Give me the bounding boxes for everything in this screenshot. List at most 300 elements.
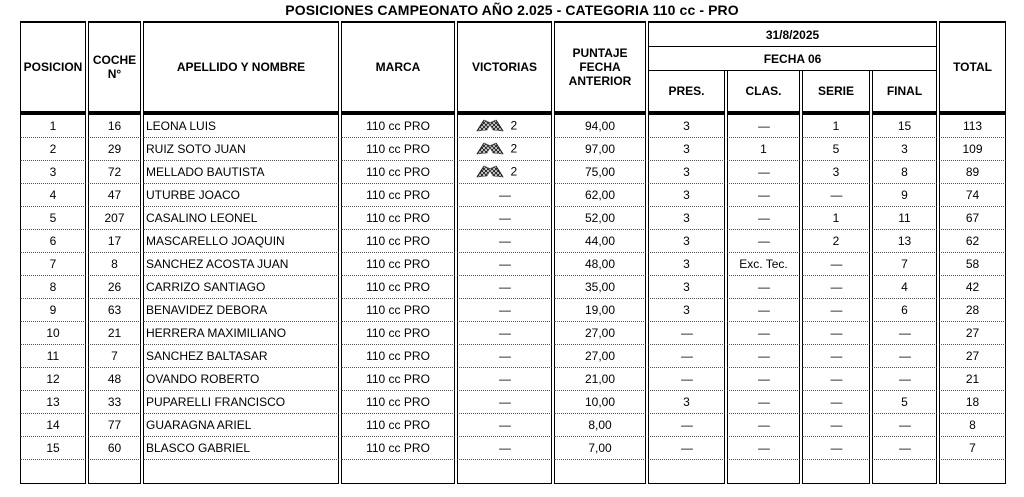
cell-value: ----- xyxy=(680,444,693,455)
table-row xyxy=(20,138,1006,161)
cell-nombre xyxy=(143,184,339,207)
cell-value: ----- xyxy=(830,283,842,294)
cell-marca xyxy=(341,230,455,253)
cell-value: 9 xyxy=(901,188,908,202)
cell-value: 3 xyxy=(49,165,57,179)
cell-value: 2 xyxy=(832,234,840,248)
cell-value: ----- xyxy=(830,375,842,386)
cell-value: 77 xyxy=(107,418,122,432)
cell-clas xyxy=(727,253,800,276)
cell-serie xyxy=(802,161,870,184)
cell-value: ----- xyxy=(498,283,511,294)
cell-puntaje xyxy=(554,437,646,460)
cell-value: 7 xyxy=(901,257,908,271)
cell-victorias xyxy=(457,207,552,230)
cell-value: UTURBE JOACO xyxy=(146,188,241,202)
cell-clas xyxy=(727,299,800,322)
cell-serie xyxy=(802,253,870,276)
cell-value: 110 cc PRO xyxy=(366,188,430,202)
cell-value: 27,00 xyxy=(584,326,616,340)
cell-nombre xyxy=(143,230,339,253)
cell-total xyxy=(939,161,1006,184)
header-total: TOTAL xyxy=(939,21,1006,113)
cell-marca xyxy=(341,138,455,161)
cell-marca xyxy=(341,161,455,184)
cell-value: 5 xyxy=(832,142,840,156)
cell-total xyxy=(939,368,1006,391)
cell-total xyxy=(939,437,1006,460)
cell-value: 60 xyxy=(107,441,122,455)
cell-serie xyxy=(802,207,870,230)
cell-nombre xyxy=(143,437,339,460)
checkered-flags-icon xyxy=(475,118,505,135)
header-clas: CLAS. xyxy=(727,71,800,113)
cell-value: 8 xyxy=(49,280,57,294)
cell-value: 3 xyxy=(901,142,908,156)
cell-clas xyxy=(727,414,800,437)
cell-total xyxy=(939,253,1006,276)
empty-cell xyxy=(88,460,141,484)
cell-clas xyxy=(727,138,800,161)
cell-pres xyxy=(648,161,725,184)
cell-value: ----- xyxy=(498,398,511,409)
cell-value: 89 xyxy=(965,165,980,179)
empty-cell xyxy=(872,460,937,484)
cell-nombre xyxy=(143,253,339,276)
cell-final xyxy=(872,113,937,138)
cell-marca xyxy=(341,322,455,345)
cell-value: 1 xyxy=(832,211,840,225)
cell-value: ----- xyxy=(498,352,511,363)
cell-value: 110 cc PRO xyxy=(366,326,430,340)
cell-value: ----- xyxy=(757,306,770,317)
cell-value: 62 xyxy=(965,234,980,248)
empty-row xyxy=(20,460,1006,484)
cell-final xyxy=(872,391,937,414)
cell-coche xyxy=(88,276,141,299)
cell-value: ----- xyxy=(757,122,770,133)
table-row xyxy=(20,322,1006,345)
cell-nombre xyxy=(143,299,339,322)
cell-value: 1 xyxy=(832,119,840,133)
cell-nombre xyxy=(143,391,339,414)
cell-value: 3 xyxy=(683,119,690,133)
cell-final xyxy=(872,437,937,460)
cell-value: ----- xyxy=(757,329,770,340)
cell-puntaje xyxy=(554,299,646,322)
cell-value: 110 cc PRO xyxy=(366,142,430,156)
cell-serie xyxy=(802,299,870,322)
cell-pres xyxy=(648,184,725,207)
cell-serie xyxy=(802,391,870,414)
cell-pres xyxy=(648,345,725,368)
cell-value: HERRERA MAXIMILIANO xyxy=(146,326,287,340)
cell-value: 1 xyxy=(760,142,767,156)
cell-total xyxy=(939,414,1006,437)
cell-clas xyxy=(727,345,800,368)
cell-puntaje xyxy=(554,322,646,345)
header-victorias: VICTORIAS xyxy=(457,21,552,113)
cell-value: ----- xyxy=(757,214,770,225)
header-fecha: FECHA 06 xyxy=(648,47,937,70)
cell-value: ----- xyxy=(830,306,842,317)
cell-value: 11 xyxy=(898,211,911,225)
cell-value: 7 xyxy=(969,441,976,455)
empty-cell xyxy=(143,460,339,484)
cell-value: 75,00 xyxy=(584,165,616,179)
cell-nombre xyxy=(143,345,339,368)
cell-coche xyxy=(88,253,141,276)
cell-value: ----- xyxy=(498,237,511,248)
cell-value: ----- xyxy=(498,306,511,317)
cell-clas xyxy=(727,322,800,345)
cell-total xyxy=(939,345,1006,368)
cell-value: 110 cc PRO xyxy=(366,441,430,455)
header-posicion: POSICION xyxy=(20,21,86,113)
cell-value: 52,00 xyxy=(584,211,616,225)
cell-clas xyxy=(727,230,800,253)
cell-value: 8 xyxy=(901,165,908,179)
cell-final xyxy=(872,253,937,276)
cell-value: 27 xyxy=(965,349,980,363)
cell-pres xyxy=(648,113,725,138)
cell-victorias xyxy=(457,299,552,322)
cell-pos xyxy=(20,414,86,437)
cell-serie xyxy=(802,368,870,391)
cell-clas xyxy=(727,161,800,184)
cell-value: 15 xyxy=(46,441,60,455)
cell-puntaje xyxy=(554,207,646,230)
cell-nombre xyxy=(143,276,339,299)
cell-value: 13 xyxy=(897,234,912,248)
cell-marca xyxy=(341,368,455,391)
cell-puntaje xyxy=(554,138,646,161)
cell-value: ----- xyxy=(757,398,770,409)
cell-value: 3 xyxy=(683,142,690,156)
cell-value: ----- xyxy=(898,421,911,432)
table-row xyxy=(20,253,1006,276)
cell-victorias xyxy=(457,414,552,437)
cell-serie xyxy=(802,138,870,161)
cell-victorias xyxy=(457,184,552,207)
cell-value: SANCHEZ ACOSTA JUAN xyxy=(146,257,289,271)
cell-value: 5 xyxy=(49,211,57,225)
cell-value: ----- xyxy=(757,421,770,432)
cell-pres xyxy=(648,437,725,460)
cell-value: 63 xyxy=(107,303,122,317)
cell-coche xyxy=(88,391,141,414)
empty-cell xyxy=(727,460,800,484)
cell-final xyxy=(872,368,937,391)
cell-pres xyxy=(648,391,725,414)
empty-cell xyxy=(341,460,455,484)
cell-victorias xyxy=(457,368,552,391)
cell-value: 110 cc PRO xyxy=(366,418,430,432)
cell-value: 3 xyxy=(683,188,690,202)
cell-value: 14 xyxy=(46,418,60,432)
empty-cell xyxy=(554,460,646,484)
cell-value: 21,00 xyxy=(584,372,616,386)
cell-pos xyxy=(20,184,86,207)
cell-value: 110 cc PRO xyxy=(366,119,430,133)
cell-value: 113 xyxy=(962,119,983,133)
cell-total xyxy=(939,138,1006,161)
cell-coche xyxy=(88,368,141,391)
cell-value: ----- xyxy=(757,191,770,202)
header-final: FINAL xyxy=(872,71,937,113)
cell-serie xyxy=(802,230,870,253)
cell-marca xyxy=(341,184,455,207)
table-row xyxy=(20,276,1006,299)
cell-value: 28 xyxy=(965,303,980,317)
cell-coche xyxy=(88,207,141,230)
cell-value: 110 cc PRO xyxy=(366,211,430,225)
cell-value: ----- xyxy=(830,398,842,409)
cell-value: 21 xyxy=(107,326,122,340)
cell-value: ----- xyxy=(757,168,770,179)
cell-value: 110 cc PRO xyxy=(366,165,430,179)
table-row xyxy=(20,414,1006,437)
cell-value: 8 xyxy=(969,418,976,432)
table-row xyxy=(20,345,1006,368)
cell-marca xyxy=(341,391,455,414)
cell-puntaje xyxy=(554,161,646,184)
cell-value: 26 xyxy=(107,280,122,294)
cell-pos xyxy=(20,253,86,276)
cell-value: 27 xyxy=(965,326,980,340)
cell-value: ----- xyxy=(898,352,911,363)
cell-value: 15 xyxy=(897,119,912,133)
cell-value: 21 xyxy=(965,372,980,386)
cell-value: 7 xyxy=(111,349,118,363)
cell-marca xyxy=(341,299,455,322)
header-coche: COCHE N° xyxy=(88,21,141,113)
cell-value: ----- xyxy=(830,329,842,340)
cell-value: 94,00 xyxy=(584,119,616,133)
cell-pres xyxy=(648,276,725,299)
cell-value: 7 xyxy=(49,257,57,271)
cell-value: 8 xyxy=(111,257,118,271)
cell-value: 33 xyxy=(107,395,122,409)
cell-value: ----- xyxy=(498,444,511,455)
cell-pres xyxy=(648,299,725,322)
cell-value: 48,00 xyxy=(584,257,616,271)
cell-pres xyxy=(648,253,725,276)
cell-value: 110 cc PRO xyxy=(366,280,430,294)
cell-pos xyxy=(20,276,86,299)
cell-value: ----- xyxy=(757,237,770,248)
cell-value: 11 xyxy=(46,349,60,363)
cell-puntaje xyxy=(554,345,646,368)
cell-value: 72 xyxy=(107,165,122,179)
cell-value: ----- xyxy=(830,352,842,363)
cell-total xyxy=(939,391,1006,414)
cell-total xyxy=(939,299,1006,322)
cell-value: ----- xyxy=(830,260,842,271)
cell-value: 8,00 xyxy=(588,418,612,432)
header-date: 31/8/2025 xyxy=(648,21,937,47)
cell-coche xyxy=(88,345,141,368)
cell-coche xyxy=(88,113,141,138)
standings-body xyxy=(20,113,1006,484)
cell-value: 110 cc PRO xyxy=(366,234,430,248)
cell-value: 29 xyxy=(107,142,122,156)
cell-final xyxy=(872,276,937,299)
cell-total xyxy=(939,322,1006,345)
cell-value: ----- xyxy=(757,375,770,386)
cell-final xyxy=(872,414,937,437)
cell-puntaje xyxy=(554,368,646,391)
cell-value: 47 xyxy=(107,188,122,202)
cell-value: CARRIZO SANTIAGO xyxy=(146,280,266,294)
cell-value: ----- xyxy=(757,352,770,363)
cell-pres xyxy=(648,230,725,253)
cell-value: 110 cc PRO xyxy=(366,303,430,317)
header-apellido: APELLIDO Y NOMBRE xyxy=(143,21,339,113)
cell-value: 3 xyxy=(683,303,690,317)
cell-final xyxy=(872,161,937,184)
cell-value: GUARAGNA ARIEL xyxy=(146,418,252,432)
cell-nombre xyxy=(143,161,339,184)
cell-pos xyxy=(20,391,86,414)
cell-serie xyxy=(802,345,870,368)
cell-serie xyxy=(802,184,870,207)
header-marca: MARCA xyxy=(341,21,455,113)
cell-nombre xyxy=(143,368,339,391)
cell-serie xyxy=(802,322,870,345)
cell-victorias xyxy=(457,322,552,345)
cell-total xyxy=(939,113,1006,138)
cell-clas xyxy=(727,113,800,138)
cell-value: 110 cc PRO xyxy=(366,372,430,386)
cell-value: ----- xyxy=(830,444,842,455)
cell-value: BENAVIDEZ DEBORA xyxy=(146,303,268,317)
cell-value: ----- xyxy=(757,444,770,455)
cell-final xyxy=(872,138,937,161)
cell-value: MASCARELLO JOAQUIN xyxy=(146,234,285,248)
cell-value: ----- xyxy=(498,329,511,340)
cell-value: ----- xyxy=(498,421,511,432)
cell-victorias xyxy=(457,391,552,414)
cell-value: 9 xyxy=(49,303,57,317)
cell-value: ----- xyxy=(498,260,511,271)
cell-value: BLASCO GABRIEL xyxy=(146,441,251,455)
cell-value: 16 xyxy=(107,119,122,133)
cell-clas xyxy=(727,368,800,391)
cell-puntaje xyxy=(554,230,646,253)
cell-value: 74 xyxy=(965,188,980,202)
cell-nombre xyxy=(143,113,339,138)
table-row xyxy=(20,161,1006,184)
empty-cell xyxy=(20,460,86,484)
cell-value: 3 xyxy=(683,211,690,225)
cell-value: ----- xyxy=(898,375,911,386)
cell-value: 2 xyxy=(49,142,57,156)
cell-victorias xyxy=(457,138,552,161)
table-row xyxy=(20,437,1006,460)
cell-value: 67 xyxy=(965,211,980,225)
cell-value: ----- xyxy=(680,352,693,363)
cell-coche xyxy=(88,161,141,184)
cell-puntaje xyxy=(554,113,646,138)
cell-clas xyxy=(727,184,800,207)
cell-pos xyxy=(20,138,86,161)
empty-cell xyxy=(802,460,870,484)
cell-puntaje xyxy=(554,391,646,414)
cell-serie xyxy=(802,113,870,138)
cell-value: 3 xyxy=(683,234,690,248)
table-row xyxy=(20,391,1006,414)
cell-serie xyxy=(802,276,870,299)
cell-marca xyxy=(341,113,455,138)
cell-marca xyxy=(341,414,455,437)
victorias-count: 2 xyxy=(510,118,518,133)
cell-nombre xyxy=(143,138,339,161)
cell-value: ----- xyxy=(830,421,842,432)
cell-pos xyxy=(20,230,86,253)
cell-value: ----- xyxy=(680,421,693,432)
cell-value: 12 xyxy=(46,372,60,386)
cell-value: 3 xyxy=(683,165,690,179)
cell-value: MELLADO BAUTISTA xyxy=(146,165,265,179)
cell-value: ----- xyxy=(898,329,911,340)
victorias-count: 2 xyxy=(510,164,518,179)
cell-total xyxy=(939,276,1006,299)
cell-value: 19,00 xyxy=(584,303,616,317)
table-row xyxy=(20,299,1006,322)
cell-pos xyxy=(20,322,86,345)
cell-value: 13 xyxy=(46,395,60,409)
cell-value: 17 xyxy=(107,234,122,248)
cell-victorias xyxy=(457,113,552,138)
cell-value: 62,00 xyxy=(584,188,616,202)
victorias-count: 2 xyxy=(510,141,518,156)
cell-value: 3 xyxy=(832,165,840,179)
cell-final xyxy=(872,345,937,368)
header-puntaje: PUNTAJE FECHA ANTERIOR xyxy=(554,21,646,113)
cell-value: 6 xyxy=(901,303,908,317)
cell-marca xyxy=(341,276,455,299)
page-title: POSICIONES CAMPEONATO AÑO 2.025 - CATEGORIA 110 cc - PRO xyxy=(285,2,739,18)
cell-final xyxy=(872,299,937,322)
empty-cell xyxy=(648,460,725,484)
cell-serie xyxy=(802,437,870,460)
cell-pres xyxy=(648,138,725,161)
cell-value: CASALINO LEONEL xyxy=(146,211,258,225)
cell-nombre xyxy=(143,207,339,230)
cell-total xyxy=(939,207,1006,230)
cell-puntaje xyxy=(554,184,646,207)
cell-value: 35,00 xyxy=(584,280,616,294)
cell-value: OVANDO ROBERTO xyxy=(146,372,260,386)
cell-nombre xyxy=(143,414,339,437)
cell-coche xyxy=(88,138,141,161)
cell-value: 4 xyxy=(49,188,57,202)
header-serie: SERIE xyxy=(802,71,870,113)
cell-coche xyxy=(88,230,141,253)
cell-marca xyxy=(341,437,455,460)
cell-value: ----- xyxy=(680,329,693,340)
cell-coche xyxy=(88,414,141,437)
cell-clas xyxy=(727,391,800,414)
cell-value: LEONA LUIS xyxy=(146,119,217,133)
cell-final xyxy=(872,184,937,207)
cell-value: SANCHEZ BALTASAR xyxy=(146,349,268,363)
cell-value: 48 xyxy=(107,372,122,386)
cell-value: ----- xyxy=(498,375,511,386)
cell-puntaje xyxy=(554,253,646,276)
cell-pos xyxy=(20,368,86,391)
